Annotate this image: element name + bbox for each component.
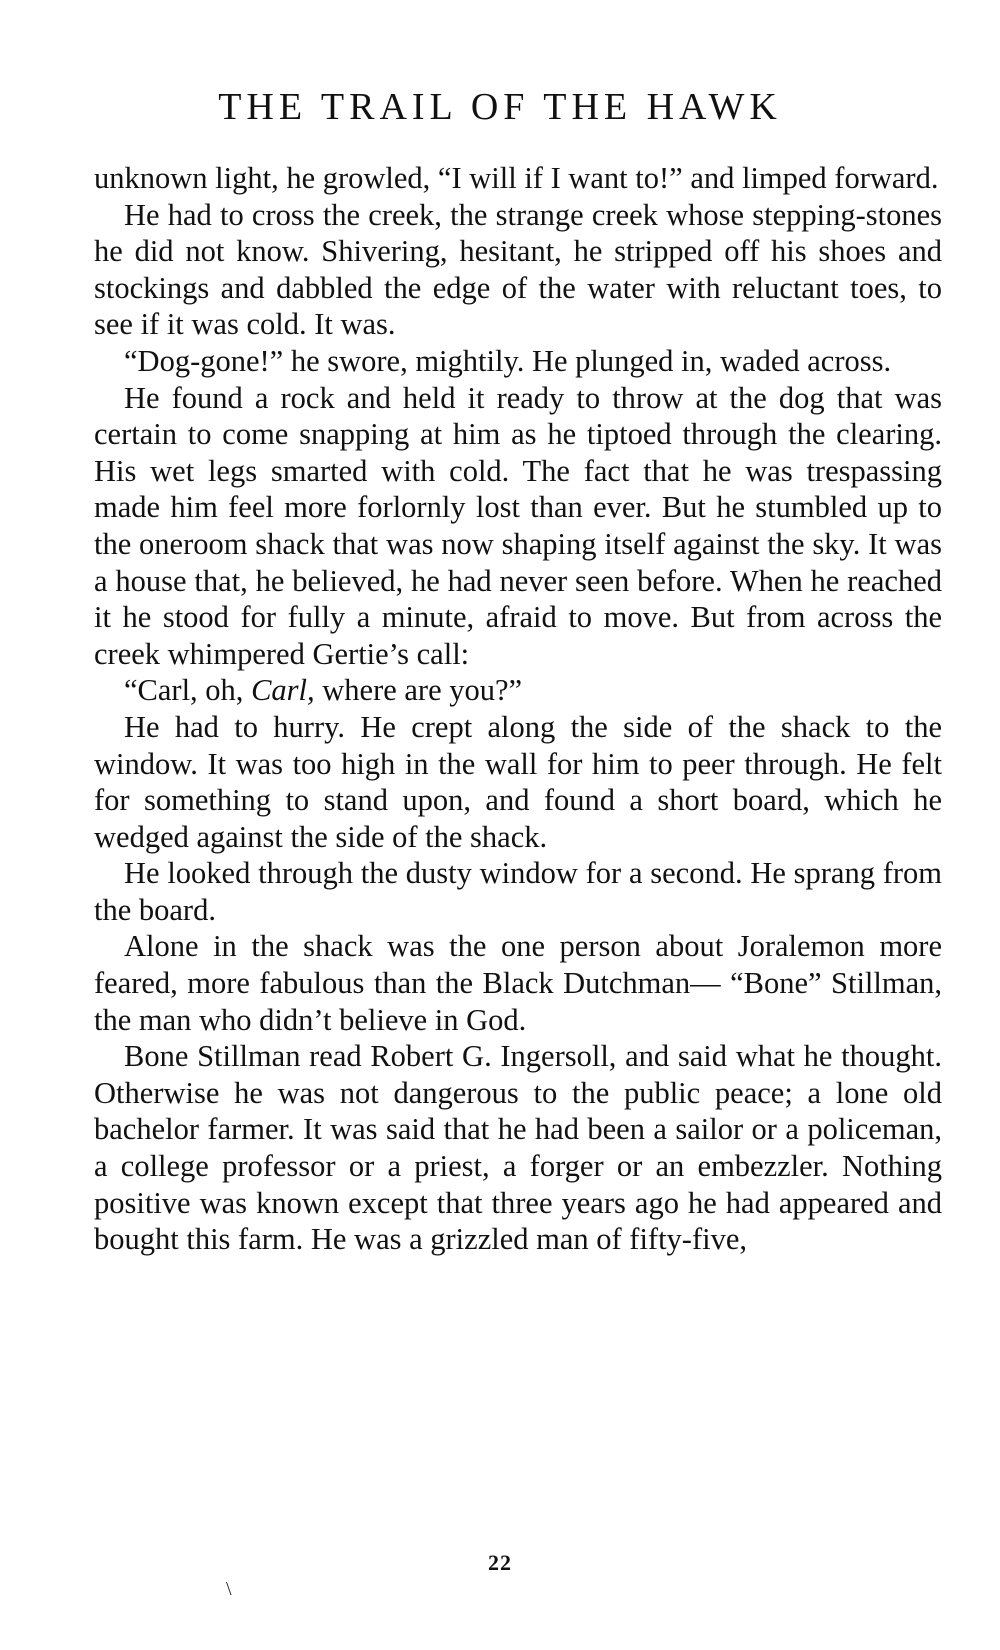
page-number: 22 [488, 1550, 512, 1575]
paragraph-2: He had to cross the creek, the strange creek whose stepping-stones he did not know. Shivering, hesitant, he stripped off his shoes and stockings and dabbled the edge of the water with reluctant toes, to see if it was cold. It was. [94, 197, 942, 342]
paragraph-3: “Dog-gone!” he swore, mightily. He plunged in, waded across. [124, 343, 892, 378]
paragraph-5 [94, 672, 942, 709]
body-text [94, 160, 942, 1258]
paragraph-5-emphasis: Carl, [251, 673, 315, 708]
paragraph-8: Alone in the shack was the one person about Joralemon more feared, more fabulous than the Black Dutchman— “Bone” Stillman, the man who didn’t believe in God. [94, 929, 942, 1037]
stray-ink-mark: \ [226, 1578, 232, 1600]
paragraph-5-post: where are you?” [314, 673, 523, 708]
paragraph-7: He looked through the dusty window for a second. He sprang from the board. [94, 856, 942, 927]
paragraph-5-pre: “Carl, oh, [124, 673, 252, 708]
paragraph-4: He found a rock and held it ready to throw at the dog that was certain to come snapping at him as he tiptoed through the clearing. His wet legs smarted with cold. The fact that he was trespassing made him feel more forlornly lost than ever. But he stumbled up to the oneroom shack that was now shaping itself against the sky. It was a house that, he believed, he had never seen before. When he reached it he stood for fully a minute, afraid to move. But from across the creek whimpered Gertie’s call: [94, 380, 942, 671]
running-head: THE TRAIL OF THE HAWK [218, 86, 782, 128]
paragraph-9: Bone Stillman read Robert G. Ingersoll, and said what he thought. Otherwise he was not dangerous to the public peace; a lone old bachelor farmer. It was said that he had been a sailor or a policeman, a college professor or a priest, a forger or an embezzler. Nothing positive was known except that three years ago he had appeared and bought this farm. He was a grizzled man of fifty-five, [94, 1039, 942, 1257]
paragraph-6: He had to hurry. He crept along the side of the shack to the window. It was too high in the wall for him to peer through. He felt for something to stand upon, and found a short board, which he wedged against the side of the shack. [94, 709, 942, 854]
paragraph-1: unknown light, he growled, “I will if I want to!” and limped forward. [94, 161, 939, 195]
